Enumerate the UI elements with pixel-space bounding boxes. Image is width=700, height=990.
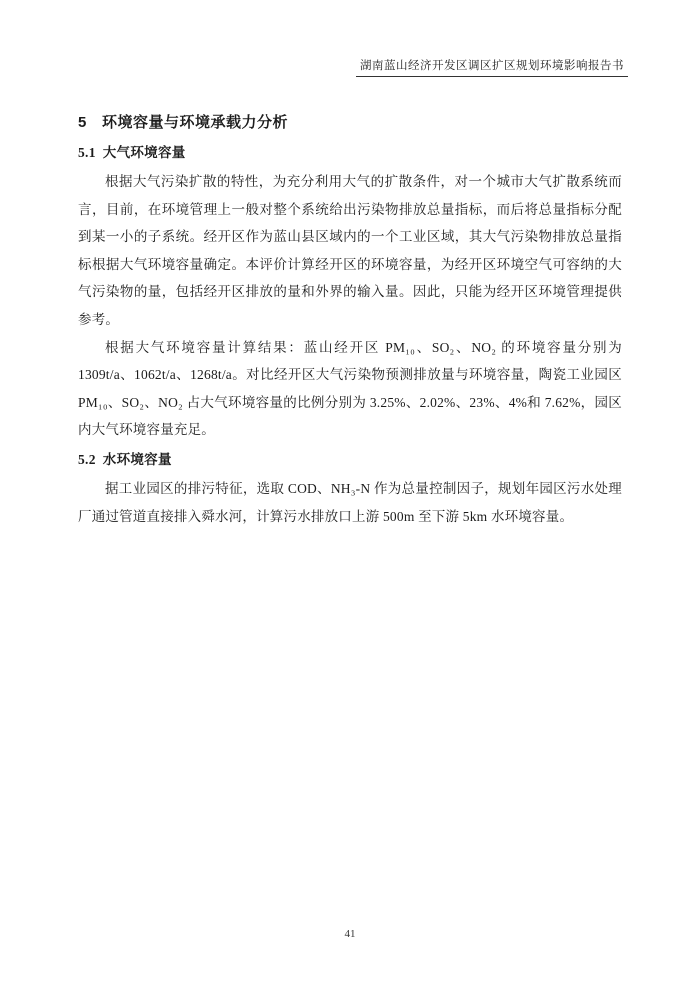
chapter-number: 5 — [78, 114, 87, 131]
section-water-capacity — [78, 450, 622, 530]
section-heading-5-1 — [78, 143, 622, 163]
chapter-heading — [78, 112, 622, 134]
section-number: 5.1 — [78, 145, 96, 160]
page-footer — [0, 924, 700, 942]
section-air-capacity — [78, 143, 622, 444]
chapter-title: 环境容量与环境承载力分析 — [102, 114, 289, 131]
paragraph: 根据大气污染扩散的特性，为充分利用大气的扩散条件，对一个城市大气扩散系统而言，目前，在环境管理上一般对整个系统给出污染物排放总量指标，而后将总量指标分配到某一小的子系统。经开区作为蓝山县区域内的一个工业区域，其大气污染物排放总量指标根据大气环境容量确定。本评价计算经开区的环境容量，为经开区环境空气可容纳的大气污染物的量，包括经开区排放的量和外界的输入量。因此，只能为经开区环境管理提供参考。 — [78, 174, 622, 327]
running-header-title: 湖南蓝山经济开发区调区扩区规划环境影响报告书 — [356, 57, 628, 77]
paragraph: 据工业园区的排污特征，选取 COD、NH₃-N 作为总量控制因子，规划年园区污水处理厂通过管道直接排入舜水河，计算污水排放口上游 500m 至下游 5km 水环境容量。 — [78, 480, 622, 524]
page-header — [0, 56, 628, 77]
paragraph: 根据大气环境容量计算结果：蓝山经开区 PM₁₀、SO₂、NO₂ 的环境容量分别为1309t/a、1062t/a、1268t/a。对比经开区大气污染物预测排放量与环境容量，陶瓷工业园区 PM₁₀、SO₂、NO₂ 占大气环境容量的比例分别为 3.25%、2.02%、23%、4%和 7.62%，园区内大气环境容量充足。 — [78, 339, 622, 438]
section-heading-5-2 — [78, 450, 622, 470]
page-number: 41 — [344, 928, 356, 940]
section-title: 水环境容量 — [102, 451, 172, 467]
section-number: 5.2 — [78, 451, 96, 467]
section-title: 大气环境容量 — [102, 145, 186, 160]
page-content — [78, 112, 622, 532]
